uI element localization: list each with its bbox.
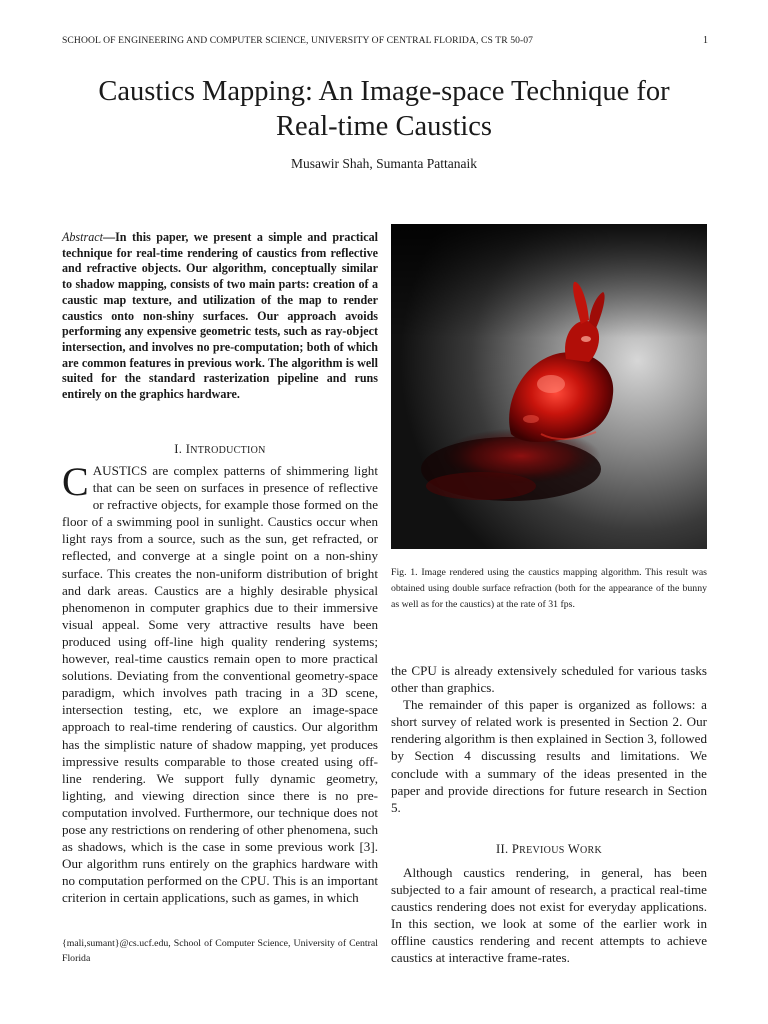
right-column-body [391,662,707,816]
section-heading-introduction [62,442,378,457]
paper-title [40,74,728,144]
introduction-body [62,459,378,906]
section-title-rest: ORK [580,845,603,856]
abstract-dash: — [102,230,116,244]
author-footnote: {mali,sumant}@cs.ucf.edu, School of Computer Science, University of Central Florida [62,938,378,964]
abstract [62,230,378,403]
figure-caption: Fig. 1. Image rendered using the caustics mapping algorithm. This result was obtained using double surface refraction (both for the appearance of the bunny as well as for the caustics) at the rate of 31 fps. [391,567,707,610]
author-list: Musawir Shah, Sumanta Pattanaik [291,156,477,171]
section-numeral: I. [174,442,183,456]
introduction-text: AUSTICS are complex patterns of shimmering light that can be seen on surfaces in presence of reflective or refractive objects, for example those formed on the floor of a swimming pool in sunlight. Caustics occur when light rays from a source, such as the sun, get refracted, or reflected, and converge at a single point on a non-shiny surface. This creates the non-uniform distribution of bright and dark areas. Caustics are a highly desirable physical phenomenon in computer graphics due to their immersive visual appeal. Some very attractive results have been produced using off-line high quality rendering systems; however, real-time caustics remain open to more practical solutions. Deviating from the conventional geometry-space paradigm, which involves path tracing in a 3D scene, intersection testing, etc, we explore an image-space approach to real-time rendering of caustics. Our algorithm has the simplistic nature of shadow mapping, yet produces impressive results comparable to those created using off-line rendering. We support fully dynamic geometry, lighting, and viewing direction since there is no pre-computation involved. Furthermore, our technique does not pose any restrictions on rendering of other phenomena, such as shadows, which is the case in some previous work [3]. Our algorithm runs entirely on the graphics hardware with no computation performed on the CPU. This is an important criterion in certain applications, such as games, in which [62,463,378,906]
section-title-initial: P [511,842,520,856]
section-title-rest: REVIOUS [519,845,565,856]
page-number: 1 [703,35,708,46]
section-title-initial: I [185,442,191,456]
bunny-caustics-image [391,224,707,549]
section-numeral: II. [495,842,509,856]
section-heading-previous-work [391,842,707,857]
section-title-initial: W [567,842,581,856]
section-title-rest: NTRODUCTION [190,445,266,456]
drop-cap: C [62,459,89,504]
paper-title-line-1: Caustics Mapping: An Image-space Technique for [98,76,670,107]
running-header: SCHOOL OF ENGINEERING AND COMPUTER SCIENCE, UNIVERSITY OF CENTRAL FLORIDA, CS TR 50-07 [62,35,534,46]
abstract-label: Abstract [62,230,103,244]
paper-title-line-2: Real-time Caustics [275,111,493,142]
previous-work-body [391,864,707,967]
paragraph-cpu: the CPU is already extensively scheduled for various tasks other than graphics. [391,663,707,696]
paragraph-previous-work: Although caustics rendering, in general, has been subjected to a fair amount of research, a practical real-time caustics rendering does not exist for everyday applications. In this section, we look at some of the earlier work in offline caustics rendering and recent attempts to achieve caustics at interactive frame-rates. [391,865,707,966]
paragraph-organization: The remainder of this paper is organized as follows: a short survey of related work is presented in Section 2. Our rendering algorithm is then explained in Section 3, followed by Section 4 discussing results and limitations. We conclude with a summary of the ideas presented in the paper and provide directions for future research in Section 5. [391,697,707,815]
figure-bunny-render [391,224,707,549]
abstract-text: In this paper, we present a simple and practical technique for real-time rendering of caustics from reflective and refractive objects. Our algorithm, conceptually similar to shadow mapping, consists of two main parts: creation of a caustic map texture, and utilization of the map to render caustics onto non-shiny surfaces. Our approach avoids performing any expensive geometric tests, such as ray-object intersection, and involves no pre-computation; both of which are common features in previous work. The algorithm is well suited for the standard rasterization pipeline and runs entirely on the graphics hardware. [62,230,378,402]
